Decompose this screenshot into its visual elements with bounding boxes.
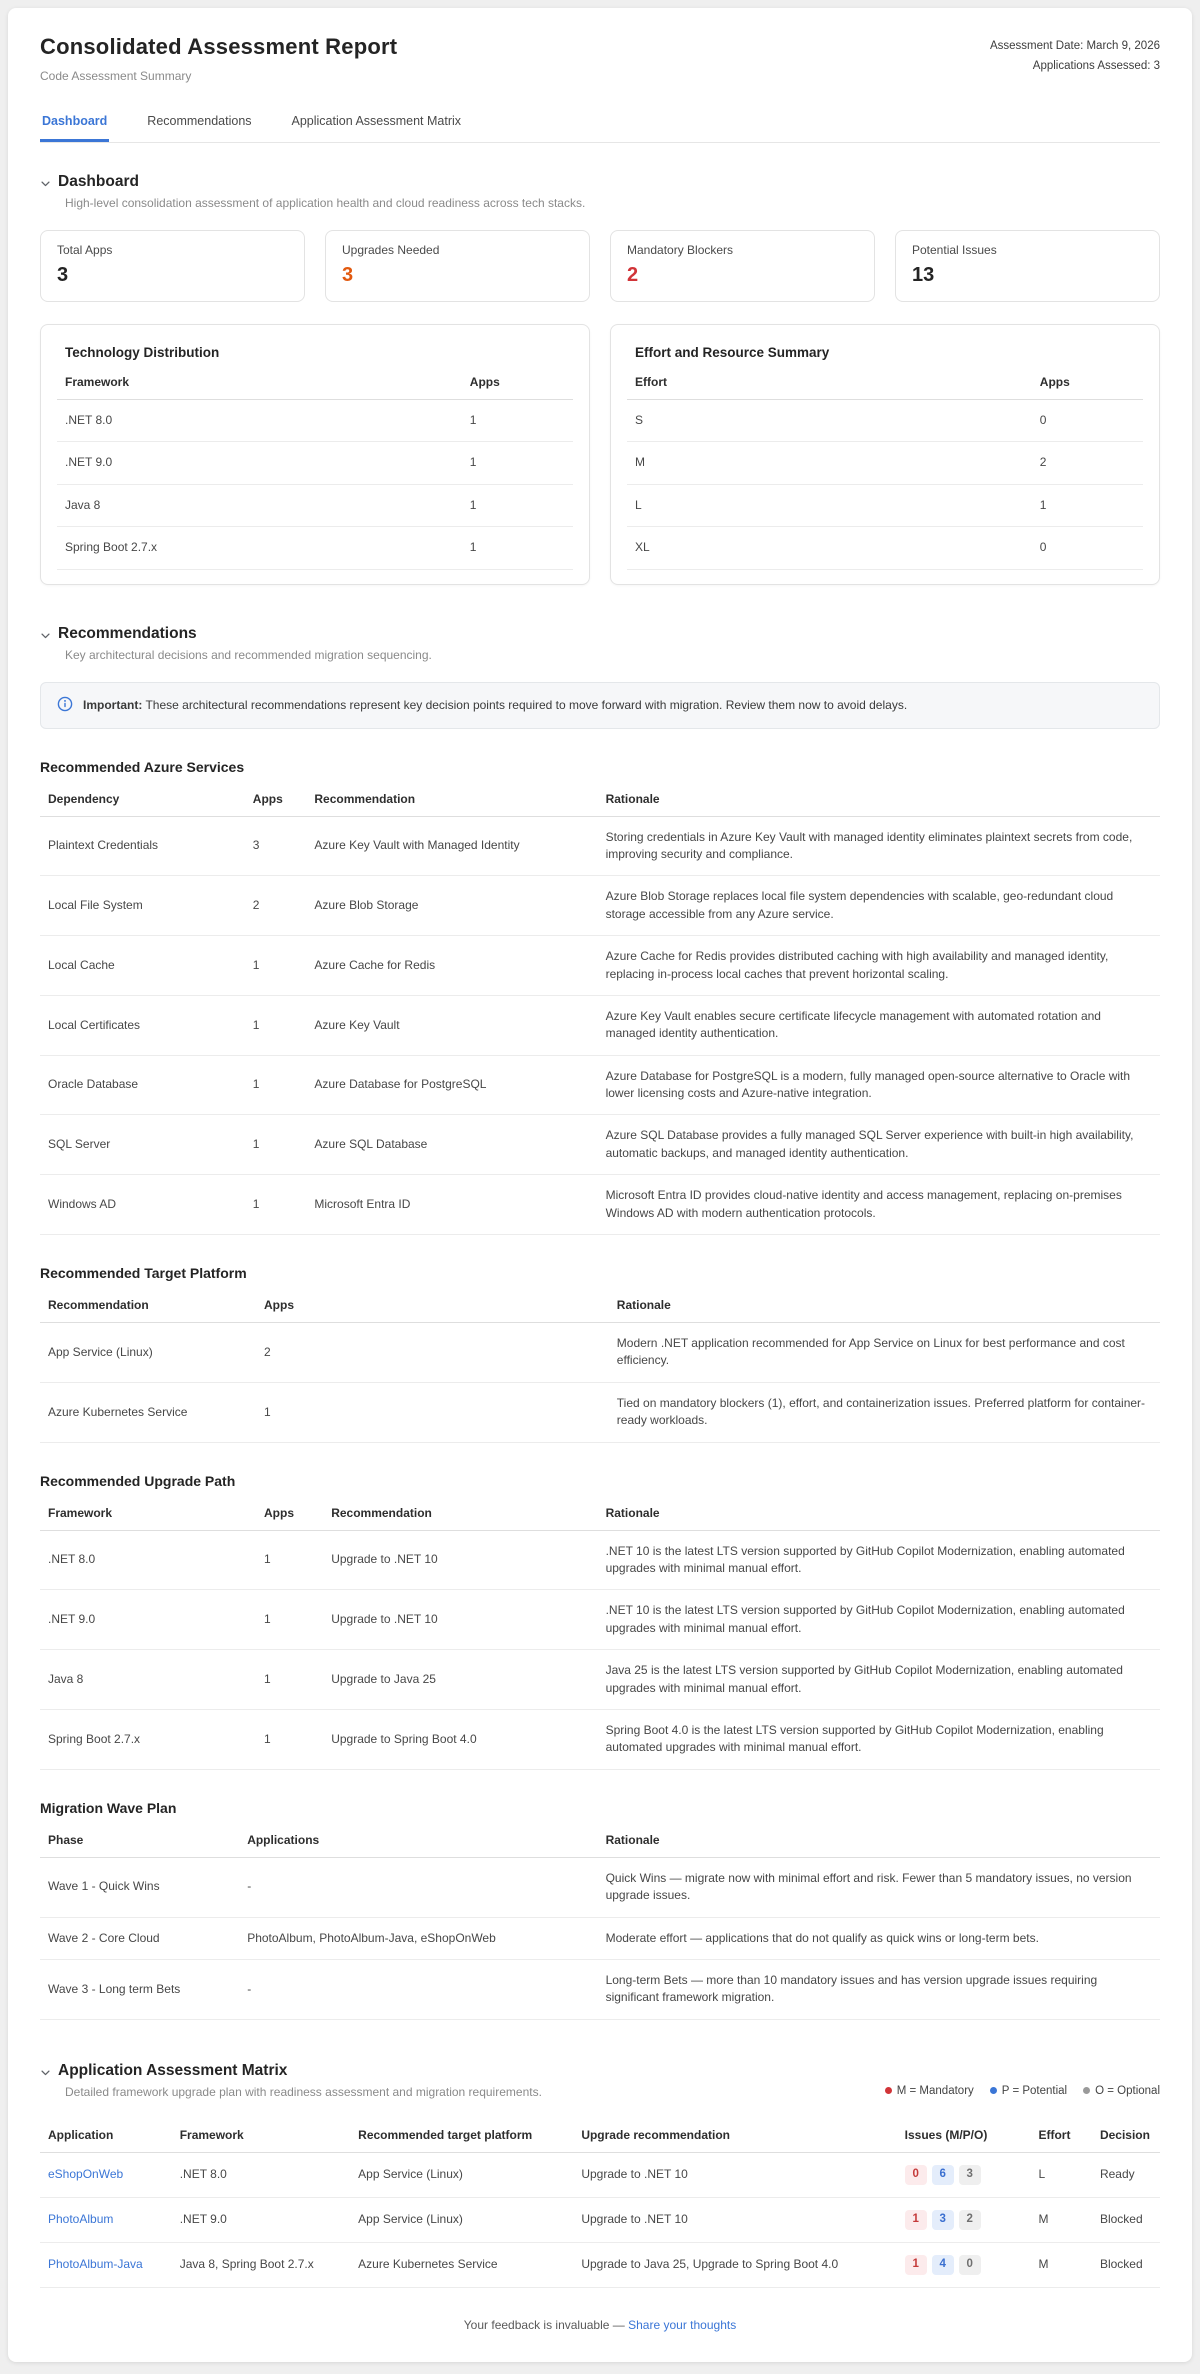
table-header-row [627, 364, 1143, 400]
dashboard-section-head[interactable] [40, 173, 1160, 191]
info-icon [57, 696, 73, 715]
decision-cell: Blocked [1100, 2197, 1160, 2242]
feedback-footer [40, 2318, 1160, 2336]
issues-legend [885, 2085, 1160, 2099]
page-title: Consolidated Assessment Report [40, 34, 398, 59]
mandatory-count-badge: 1 [905, 2255, 927, 2275]
stat-label: Total Apps [57, 243, 113, 257]
assessment-matrix-table [40, 2117, 1160, 2288]
dashboard-section [40, 173, 1160, 585]
effort-summary-panel [610, 324, 1160, 585]
table-row: .NET 9.0 1 [57, 442, 573, 484]
report-header-left [40, 34, 397, 83]
matrix-heading: Application Assessment Matrix [58, 2061, 288, 2079]
column-header: Phase [40, 1822, 247, 1858]
column-header: Decision [1100, 2117, 1160, 2153]
panel-title: Technology Distribution [65, 345, 220, 360]
azure-services-title: Recommended Azure Services [40, 758, 245, 775]
table-row: Local Certificates 1 Azure Key Vault Azure Key Vault enables secure certificate lifecycle management with automated rotation and managed identity authentication. [40, 995, 1160, 1055]
important-banner [40, 682, 1160, 729]
table-row: L 1 [627, 484, 1143, 526]
column-header: Application [40, 2117, 180, 2153]
feedback-link[interactable]: Share your thoughts [628, 2317, 737, 2332]
stat-value: 3 [57, 264, 69, 286]
column-header: Upgrade recommendation [581, 2117, 904, 2153]
stat-value: 13 [912, 264, 935, 286]
chevron-down-icon[interactable] [40, 2067, 51, 2078]
table-row: Java 8 1 Upgrade to Java 25 Java 25 is the latest LTS version supported by GitHub Copilot Modernization, enabling automated upgrades with minimal manual effort. [40, 1650, 1160, 1710]
report-card [8, 8, 1192, 2362]
table-row: S 0 [627, 400, 1143, 442]
legend-optional: O = Optional [1083, 2085, 1160, 2097]
recommendations-section [40, 625, 1160, 2020]
column-header: Dependency [40, 781, 253, 817]
optional-count-badge: 3 [959, 2165, 981, 2185]
table-row: Local File System 2 Azure Blob Storage Azure Blob Storage replaces local file system dependencies with scalable, geo-redundant cloud storage accessible from any Azure service. [40, 876, 1160, 936]
column-header: Apps [264, 1287, 617, 1323]
stat-value: 3 [342, 264, 354, 286]
table-row: Wave 3 - Long term Bets - Long-term Bets — more than 10 mandatory issues and has version upgrade issues requiring significant framework migration. [40, 1959, 1160, 2019]
report-header [40, 34, 1160, 83]
table-header-row [40, 1495, 1160, 1531]
table-row: Windows AD 1 Microsoft Entra ID Microsoft Entra ID provides cloud-native identity and access management, replacing on-premises Windows AD with modern authentication protocols. [40, 1175, 1160, 1235]
column-header: Apps [264, 1495, 331, 1531]
effort-cell: M [1038, 2197, 1099, 2242]
stat-cards [40, 230, 1160, 302]
assessment-date: Assessment Date: March 9, 2026 [989, 40, 1160, 52]
important-text: Important: These architectural recommendations represent key decision points required to move forward with migration. Review them now to avoid delays. [83, 698, 908, 713]
application-link[interactable]: eShopOnWeb [48, 2166, 124, 2181]
column-header: Effort [627, 364, 1040, 400]
table-row: XL 0 [627, 527, 1143, 569]
decision-cell: Ready [1100, 2152, 1160, 2197]
recommendations-description: Key architectural decisions and recommended migration sequencing. [65, 647, 432, 662]
target-platform-table [40, 1287, 1160, 1443]
column-header: Rationale [606, 1822, 1160, 1858]
column-header: Rationale [606, 1495, 1160, 1531]
column-header: Framework [180, 2117, 358, 2153]
table-row: PhotoAlbum .NET 9.0 App Service (Linux) Upgrade to .NET 10 1 3 2 M Blocked [40, 2197, 1160, 2242]
upgrade-path-table [40, 1495, 1160, 1770]
table-row: .NET 8.0 1 [57, 400, 573, 442]
table-row: Local Cache 1 Azure Cache for Redis Azure Cache for Redis provides distributed caching with high availability and managed identity, replacing in-process local caches that prevent horizontal scaling. [40, 936, 1160, 996]
table-row: Wave 1 - Quick Wins - Quick Wins — migrate now with minimal effort and risk. Fewer than 5 mandatory issues, no version upgrade issues. [40, 1857, 1160, 1917]
effort-summary-table [627, 364, 1143, 570]
column-header: Framework [57, 364, 470, 400]
legend-mandatory: M = Mandatory [885, 2085, 974, 2097]
potential-dot-icon [990, 2087, 997, 2094]
important-label: Important: [83, 698, 143, 713]
table-row: SQL Server 1 Azure SQL Database Azure SQL Database provides a fully managed SQL Server experience with built-in high availability, automatic backups, and managed identity authentication. [40, 1115, 1160, 1175]
azure-services-table [40, 781, 1160, 1235]
column-header: Issues (M/P/O) [905, 2117, 1039, 2153]
stat-label: Upgrades Needed [342, 243, 440, 257]
recommendations-section-head[interactable] [40, 625, 1160, 643]
column-header: Rationale [617, 1287, 1160, 1323]
table-row: .NET 9.0 1 Upgrade to .NET 10 .NET 10 is the latest LTS version supported by GitHub Copilot Modernization, enabling automated upgrades with minimal manual effort. [40, 1590, 1160, 1650]
mandatory-dot-icon [885, 2087, 892, 2094]
table-row: Spring Boot 2.7.x 1 [57, 527, 573, 569]
matrix-heading-row[interactable] [40, 2062, 542, 2080]
chevron-down-icon[interactable] [40, 630, 51, 641]
column-header: Applications [247, 1822, 605, 1858]
tab-recommendations[interactable]: Recommendations [147, 114, 252, 128]
table-row: Azure Kubernetes Service 1 Tied on mandatory blockers (1), effort, and containerization issues. Preferred platform for container-ready workloads. [40, 1382, 1160, 1442]
chevron-down-icon[interactable] [40, 178, 51, 189]
table-row: Oracle Database 1 Azure Database for PostgreSQL Azure Database for PostgreSQL is a modern, fully managed open-source alternative to Oracle with lower licensing costs and Azure-native integration. [40, 1055, 1160, 1115]
dashboard-panels [40, 324, 1160, 585]
column-header: Framework [40, 1495, 264, 1531]
column-header: Effort [1038, 2117, 1099, 2153]
potential-count-badge: 3 [932, 2210, 954, 2230]
table-header-row [40, 2117, 1160, 2153]
issues-cell [905, 2152, 1039, 2197]
dashboard-heading: Dashboard [58, 173, 139, 190]
technology-distribution-table [57, 364, 573, 570]
upgrade-path-title: Recommended Upgrade Path [40, 1472, 236, 1489]
potential-count-badge: 6 [932, 2165, 954, 2185]
matrix-section-head [40, 2062, 1160, 2099]
table-row: PhotoAlbum-Java Java 8, Spring Boot 2.7.x Azure Kubernetes Service Upgrade to Java 25, Upgrade to Spring Boot 4.0 1 4 0 M Blocked [40, 2242, 1160, 2287]
matrix-section [40, 2062, 1160, 2288]
effort-cell: M [1038, 2242, 1099, 2287]
decision-cell: Blocked [1100, 2242, 1160, 2287]
applications-assessed: Applications Assessed: 3 [1032, 59, 1160, 72]
table-header-row [40, 1287, 1160, 1323]
mandatory-count-badge: 0 [905, 2165, 927, 2185]
wave-plan-table [40, 1822, 1160, 2020]
column-header: Rationale [606, 781, 1160, 817]
stat-card-upgrades-needed [325, 230, 590, 302]
potential-count-badge: 4 [932, 2255, 954, 2275]
table-row: Wave 2 - Core Cloud PhotoAlbum, PhotoAlbum-Java, eShopOnWeb Moderate effort — applications that do not qualify as quick wins or long-term bets. [40, 1917, 1160, 1959]
recommendations-heading: Recommendations [58, 624, 197, 642]
tab-dashboard[interactable]: Dashboard [40, 105, 109, 142]
column-header: Apps [1040, 364, 1143, 400]
optional-count-badge: 0 [959, 2255, 981, 2275]
table-row: Java 8 1 [57, 484, 573, 526]
table-header-row [40, 1822, 1160, 1858]
issues-cell [905, 2242, 1039, 2287]
matrix-description: Detailed framework upgrade plan with readiness assessment and migration requirements. [65, 2084, 542, 2099]
issues-cell [905, 2197, 1039, 2242]
dashboard-description: High-level consolidation assessment of application health and cloud readiness across tech stacks. [65, 196, 586, 210]
stat-card-total-apps [40, 230, 305, 302]
tab-application-assessment-matrix[interactable]: Application Assessment Matrix [291, 114, 462, 128]
column-header: Apps [253, 781, 315, 817]
tab-bar [40, 105, 1160, 143]
stat-label: Mandatory Blockers [627, 243, 734, 257]
effort-cell: L [1038, 2152, 1099, 2197]
report-header-meta [990, 34, 1160, 76]
column-header: Apps [470, 364, 573, 400]
stat-label: Potential Issues [912, 243, 997, 257]
panel-title: Effort and Resource Summary [635, 345, 830, 360]
column-header: Recommendation [314, 781, 605, 817]
stat-card-mandatory-blockers [610, 230, 875, 302]
column-header: Recommendation [331, 1495, 605, 1531]
table-row: Spring Boot 2.7.x 1 Upgrade to Spring Boot 4.0 Spring Boot 4.0 is the latest LTS version supported by GitHub Copilot Modernization, enabling automated upgrades with minimal manual effort. [40, 1709, 1160, 1769]
application-link[interactable]: PhotoAlbum-Java [48, 2256, 143, 2271]
table-header-row [57, 364, 573, 400]
optional-dot-icon [1083, 2087, 1090, 2094]
column-header: Recommendation [40, 1287, 264, 1323]
table-header-row [40, 781, 1160, 817]
feedback-text: Your feedback is invaluable — [463, 2317, 625, 2332]
table-row: Plaintext Credentials 3 Azure Key Vault with Managed Identity Storing credentials in Azure Key Vault with managed identity eliminates plaintext secrets from code, improving security and compliance. [40, 816, 1160, 876]
optional-count-badge: 2 [959, 2210, 981, 2230]
table-row: eShopOnWeb .NET 8.0 App Service (Linux) Upgrade to .NET 10 0 6 3 L Ready [40, 2152, 1160, 2197]
stat-value: 2 [627, 264, 639, 286]
legend-potential: P = Potential [990, 2085, 1067, 2097]
page-subtitle: Code Assessment Summary [40, 69, 192, 83]
column-header: Recommended target platform [358, 2117, 581, 2153]
target-platform-title: Recommended Target Platform [40, 1265, 247, 1282]
table-row: .NET 8.0 1 Upgrade to .NET 10 .NET 10 is the latest LTS version supported by GitHub Copilot Modernization, enabling automated upgrades with minimal manual effort. [40, 1530, 1160, 1590]
application-link[interactable]: PhotoAlbum [48, 2211, 114, 2226]
stat-card-potential-issues [895, 230, 1160, 302]
table-row: M 2 [627, 442, 1143, 484]
technology-distribution-panel [40, 324, 590, 585]
table-row: App Service (Linux) 2 Modern .NET application recommended for App Service on Linux for best performance and cost efficiency. [40, 1323, 1160, 1383]
mandatory-count-badge: 1 [905, 2210, 927, 2230]
wave-plan-title: Migration Wave Plan [40, 1799, 177, 1816]
